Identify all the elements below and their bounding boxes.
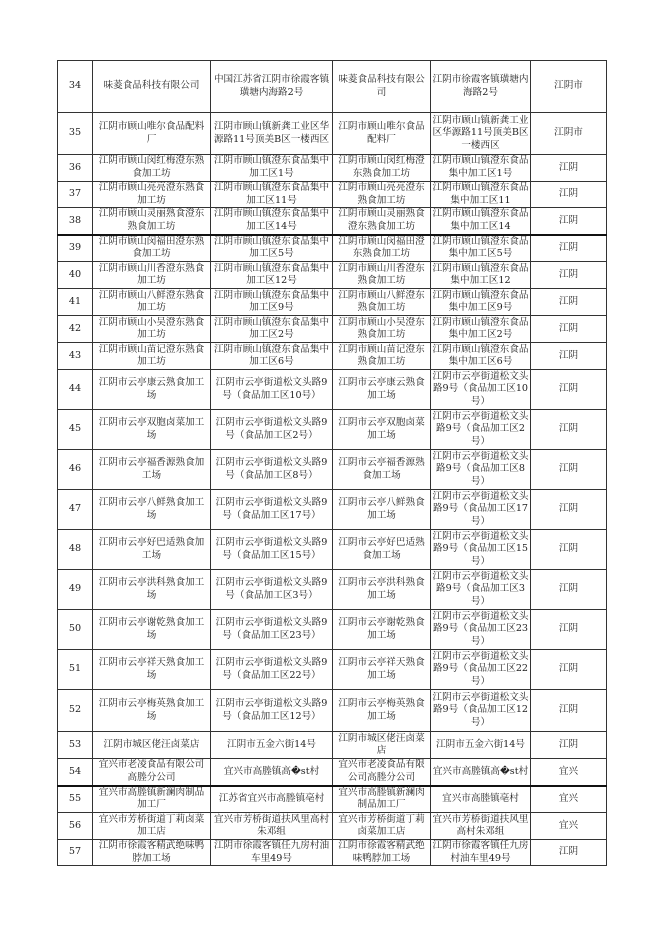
cell-name: 江阴市云亭祥天熟食加工场 — [93, 650, 211, 690]
cell-address: 江苏省宜兴市高塍镇亳村 — [211, 786, 333, 813]
table-row — [58, 450, 607, 490]
cell-name: 江阴市云亭谢乾熟食加工场 — [93, 610, 211, 650]
cell-name: 江阴市顾山川香澄东熟食加工坊 — [93, 262, 211, 289]
cell-name: 江阴市云亭梅英熟食加工场 — [93, 690, 211, 732]
cell-name2: 江阴市云亭好巴适熟食加工场 — [333, 530, 431, 570]
cell-address: 宜兴市高塍镇高�st村 — [211, 759, 333, 786]
cell-no: 50 — [58, 610, 93, 650]
cell-address: 江阴市徐霞客镇任九房村油车里49号 — [211, 840, 333, 866]
cell-address2: 江阴市徐霞客镇璜塘内海路2号 — [431, 61, 531, 113]
cell-city: 江阴 — [531, 262, 607, 289]
cell-name: 宜兴市老凌食品有限公司高塍分公司 — [93, 759, 211, 786]
table-row — [58, 490, 607, 530]
cell-address2: 江阴市徐霞客镇任九房村油车里49号 — [431, 840, 531, 866]
cell-address: 江阴市五金六街14号 — [211, 732, 333, 759]
cell-no: 45 — [58, 410, 93, 450]
cell-city: 宜兴 — [531, 759, 607, 786]
cell-address2: 江阴市顾山镇澄东食品集中加工区11 — [431, 182, 531, 208]
cell-address2: 江阴市云亭街道松文头路9号（食品加工区10号） — [431, 370, 531, 410]
cell-city: 江阴 — [531, 610, 607, 650]
cell-name2: 宜兴市芳桥街道丁莉卤菜加工店 — [333, 813, 431, 840]
cell-name2: 宜兴市高塍镇新澜肉制品加工厂 — [333, 786, 431, 813]
cell-city: 江阴 — [531, 650, 607, 690]
enterprise-table — [57, 60, 607, 866]
cell-name2: 江阴市顾山唯尔食品配料厂 — [333, 113, 431, 155]
cell-city: 江阴 — [531, 343, 607, 370]
cell-no: 34 — [58, 61, 93, 113]
cell-no: 38 — [58, 208, 93, 235]
table-row — [58, 759, 607, 786]
cell-name2: 江阴市顾山亮亮澄东熟食加工坊 — [333, 182, 431, 208]
table-row — [58, 262, 607, 289]
cell-address2: 江阴市顾山镇澄东食品集中加工区12 — [431, 262, 531, 289]
cell-name: 江阴市云亭双胞卤菜加工场 — [93, 410, 211, 450]
table-row — [58, 410, 607, 450]
cell-address2: 江阴市顾山镇澄东食品集中加工区1号 — [431, 155, 531, 182]
cell-city: 江阴 — [531, 732, 607, 759]
cell-no: 49 — [58, 570, 93, 610]
cell-address2: 江阴市云亭街道松文头路9号（食品加工区8号） — [431, 450, 531, 490]
table-row — [58, 113, 607, 155]
cell-no: 43 — [58, 343, 93, 370]
cell-no: 53 — [58, 732, 93, 759]
cell-address2: 江阴市顾山镇澄东食品集中加工区6号 — [431, 343, 531, 370]
table-row — [58, 570, 607, 610]
cell-city: 江阴 — [531, 570, 607, 610]
cell-address2: 江阴市云亭街道松文头路9号（食品加工区17号） — [431, 490, 531, 530]
cell-name2: 江阴市顾山川香澄东熟食加工坊 — [333, 262, 431, 289]
cell-name2: 江阴市云亭八鲜熟食加工场 — [333, 490, 431, 530]
cell-name: 江阴市顾山灵丽熟食澄东熟食加工坊 — [93, 208, 211, 235]
cell-address2: 江阴市云亭街道松文头路9号（食品加工区3号） — [431, 570, 531, 610]
cell-city: 江阴 — [531, 235, 607, 262]
cell-name2: 江阴市云亭康云熟食加工场 — [333, 370, 431, 410]
cell-name2: 江阴市云亭双胞卤菜加工场 — [333, 410, 431, 450]
cell-name2: 江阴市顾山灵丽熟食澄东熟食加工坊 — [333, 208, 431, 235]
cell-city: 江阴 — [531, 450, 607, 490]
cell-no: 42 — [58, 316, 93, 343]
cell-address: 江阴市顾山镇澄东食品集中加工区6号 — [211, 343, 333, 370]
cell-name2: 江阴市顾山小吴澄东熟食加工坊 — [333, 316, 431, 343]
cell-name2: 江阴市顾山苗记澄东熟食加工坊 — [333, 343, 431, 370]
cell-name2: 江阴市云亭福香源熟食加工场 — [333, 450, 431, 490]
cell-city: 宜兴 — [531, 786, 607, 813]
cell-address: 江阴市云亭街道松文头路9号（食品加工区8号） — [211, 450, 333, 490]
cell-city: 江阴 — [531, 690, 607, 732]
cell-address2: 江阴市云亭街道松文头路9号（食品加工区15号） — [431, 530, 531, 570]
cell-city: 江阴 — [531, 410, 607, 450]
cell-name: 江阴市顾山唯尔食品配料厂 — [93, 113, 211, 155]
table-row — [58, 610, 607, 650]
cell-address2: 宜兴市高塍镇高�st村 — [431, 759, 531, 786]
cell-address: 江阴市顾山镇澄东食品集中加工区12号 — [211, 262, 333, 289]
cell-name: 江阴市云亭福香源熟食加工场 — [93, 450, 211, 490]
table-row — [58, 530, 607, 570]
cell-address: 江阴市云亭街道松文头路9号（食品加工区12号） — [211, 690, 333, 732]
table-row — [58, 182, 607, 208]
cell-name2: 味菱食品科技有限公司 — [333, 61, 431, 113]
cell-name: 宜兴市芳桥街道丁莉卤菜加工店 — [93, 813, 211, 840]
cell-name: 江阴市城区佬汪卤菜店 — [93, 732, 211, 759]
cell-address2: 江阴市云亭街道松文头路9号（食品加工区12号） — [431, 690, 531, 732]
cell-name2: 宜兴市老凌食品有限公司高塍分公司 — [333, 759, 431, 786]
cell-address2: 江阴市云亭街道松文头路9号（食品加工区22号） — [431, 650, 531, 690]
cell-name2: 江阴市云亭祥天熟食加工场 — [333, 650, 431, 690]
cell-name2: 江阴市云亭梅英熟食加工场 — [333, 690, 431, 732]
cell-address2: 宜兴市芳桥街道扶风里高村朱邓组 — [431, 813, 531, 840]
cell-no: 57 — [58, 840, 93, 866]
cell-name: 江阴市徐霞客精武绝味鸭脖加工场 — [93, 840, 211, 866]
table-row — [58, 61, 607, 113]
cell-address: 江阴市顾山镇澄东食品集中加工区1号 — [211, 155, 333, 182]
table-row — [58, 289, 607, 316]
cell-address2: 江阴市云亭街道松文头路9号（食品加工区23号） — [431, 610, 531, 650]
cell-name: 江阴市云亭好巴适熟食加工场 — [93, 530, 211, 570]
cell-city: 江阴市 — [531, 113, 607, 155]
cell-name2: 江阴市云亭洪科熟食加工场 — [333, 570, 431, 610]
cell-no: 35 — [58, 113, 93, 155]
table-row — [58, 370, 607, 410]
cell-name: 江阴市云亭洪科熟食加工场 — [93, 570, 211, 610]
cell-city: 江阴 — [531, 530, 607, 570]
cell-address2: 江阴市顾山镇澄东食品集中加工区5号 — [431, 235, 531, 262]
cell-city: 江阴 — [531, 840, 607, 866]
cell-address2: 江阴市五金六街14号 — [431, 732, 531, 759]
table-row — [58, 343, 607, 370]
cell-address: 江阴市云亭街道松文头路9号（食品加工区10号） — [211, 370, 333, 410]
cell-name: 味菱食品科技有限公司 — [93, 61, 211, 113]
table-row — [58, 235, 607, 262]
cell-no: 39 — [58, 235, 93, 262]
cell-name: 江阴市顾山闵红梅澄东熟食加工坊 — [93, 155, 211, 182]
cell-name: 江阴市顾山小吴澄东熟食加工坊 — [93, 316, 211, 343]
cell-address2: 江阴市顾山镇澄东食品集中加工区2号 — [431, 316, 531, 343]
cell-no: 47 — [58, 490, 93, 530]
cell-name: 江阴市云亭康云熟食加工场 — [93, 370, 211, 410]
cell-address2: 江阴市云亭街道松文头路9号（食品加工区2号） — [431, 410, 531, 450]
cell-no: 41 — [58, 289, 93, 316]
cell-address2: 江阴市顾山镇新龚工业区华源路11号顶美B区一楼西区 — [431, 113, 531, 155]
cell-address: 江阴市云亭街道松文头路9号（食品加工区23号） — [211, 610, 333, 650]
table-row — [58, 690, 607, 732]
cell-name: 江阴市顾山闵福田澄东熟食加工坊 — [93, 235, 211, 262]
cell-city: 江阴 — [531, 208, 607, 235]
cell-address2: 江阴市顾山镇澄东食品集中加工区14 — [431, 208, 531, 235]
cell-name2: 江阴市顾山闵红梅澄东熟食加工坊 — [333, 155, 431, 182]
cell-name: 江阴市顾山八鲜澄东熟食加工坊 — [93, 289, 211, 316]
cell-city: 江阴 — [531, 289, 607, 316]
cell-no: 40 — [58, 262, 93, 289]
cell-address: 江阴市顾山镇澄东食品集中加工区11号 — [211, 182, 333, 208]
cell-address: 宜兴市芳桥街道扶风里高村朱邓组 — [211, 813, 333, 840]
cell-address: 江阴市云亭街道松文头路9号（食品加工区15号） — [211, 530, 333, 570]
table-row — [58, 813, 607, 840]
cell-no: 37 — [58, 182, 93, 208]
cell-address2: 宜兴市高塍镇亳村 — [431, 786, 531, 813]
cell-city: 江阴 — [531, 182, 607, 208]
cell-no: 36 — [58, 155, 93, 182]
cell-no: 52 — [58, 690, 93, 732]
cell-no: 55 — [58, 786, 93, 813]
cell-address: 中国江苏省江阴市徐霞客镇璜塘内海路2号 — [211, 61, 333, 113]
cell-address: 江阴市云亭街道松文头路9号（食品加工区3号） — [211, 570, 333, 610]
table-row — [58, 650, 607, 690]
cell-name: 宜兴市高塍镇新澜肉制品加工厂 — [93, 786, 211, 813]
cell-no: 56 — [58, 813, 93, 840]
cell-name2: 江阴市徐霞客精武绝味鸭脖加工场 — [333, 840, 431, 866]
cell-address: 江阴市顾山镇澄东食品集中加工区2号 — [211, 316, 333, 343]
cell-city: 宜兴 — [531, 813, 607, 840]
cell-address2: 江阴市顾山镇澄东食品集中加工区9号 — [431, 289, 531, 316]
cell-no: 46 — [58, 450, 93, 490]
cell-name: 江阴市云亭八鲜熟食加工场 — [93, 490, 211, 530]
table-row — [58, 840, 607, 866]
cell-address: 江阴市顾山镇新龚工业区华源路11号顶美B区一楼西区 — [211, 113, 333, 155]
table-body — [58, 61, 607, 866]
cell-name2: 江阴市顾山闵福田澄东熟食加工坊 — [333, 235, 431, 262]
cell-no: 51 — [58, 650, 93, 690]
cell-city: 江阴市 — [531, 61, 607, 113]
cell-city: 江阴 — [531, 370, 607, 410]
cell-address: 江阴市云亭街道松文头路9号（食品加工区2号） — [211, 410, 333, 450]
table-row — [58, 155, 607, 182]
cell-name: 江阴市顾山苗记澄东熟食加工坊 — [93, 343, 211, 370]
cell-address: 江阴市云亭街道松文头路9号（食品加工区22号） — [211, 650, 333, 690]
cell-name2: 江阴市顾山八鲜澄东熟食加工坊 — [333, 289, 431, 316]
cell-name2: 江阴市城区佬汪卤菜店 — [333, 732, 431, 759]
cell-city: 江阴 — [531, 155, 607, 182]
cell-city: 江阴 — [531, 490, 607, 530]
cell-no: 48 — [58, 530, 93, 570]
cell-city: 江阴 — [531, 316, 607, 343]
cell-name: 江阴市顾山亮亮澄东熟食加工坊 — [93, 182, 211, 208]
table-row — [58, 732, 607, 759]
cell-address: 江阴市顾山镇澄东食品集中加工区5号 — [211, 235, 333, 262]
cell-address: 江阴市顾山镇澄东食品集中加工区9号 — [211, 289, 333, 316]
table-row — [58, 316, 607, 343]
cell-no: 44 — [58, 370, 93, 410]
table-row — [58, 208, 607, 235]
cell-address: 江阴市云亭街道松文头路9号（食品加工区17号） — [211, 490, 333, 530]
cell-no: 54 — [58, 759, 93, 786]
cell-name2: 江阴市云亭谢乾熟食加工场 — [333, 610, 431, 650]
cell-address: 江阴市顾山镇澄东食品集中加工区14号 — [211, 208, 333, 235]
table-row — [58, 786, 607, 813]
